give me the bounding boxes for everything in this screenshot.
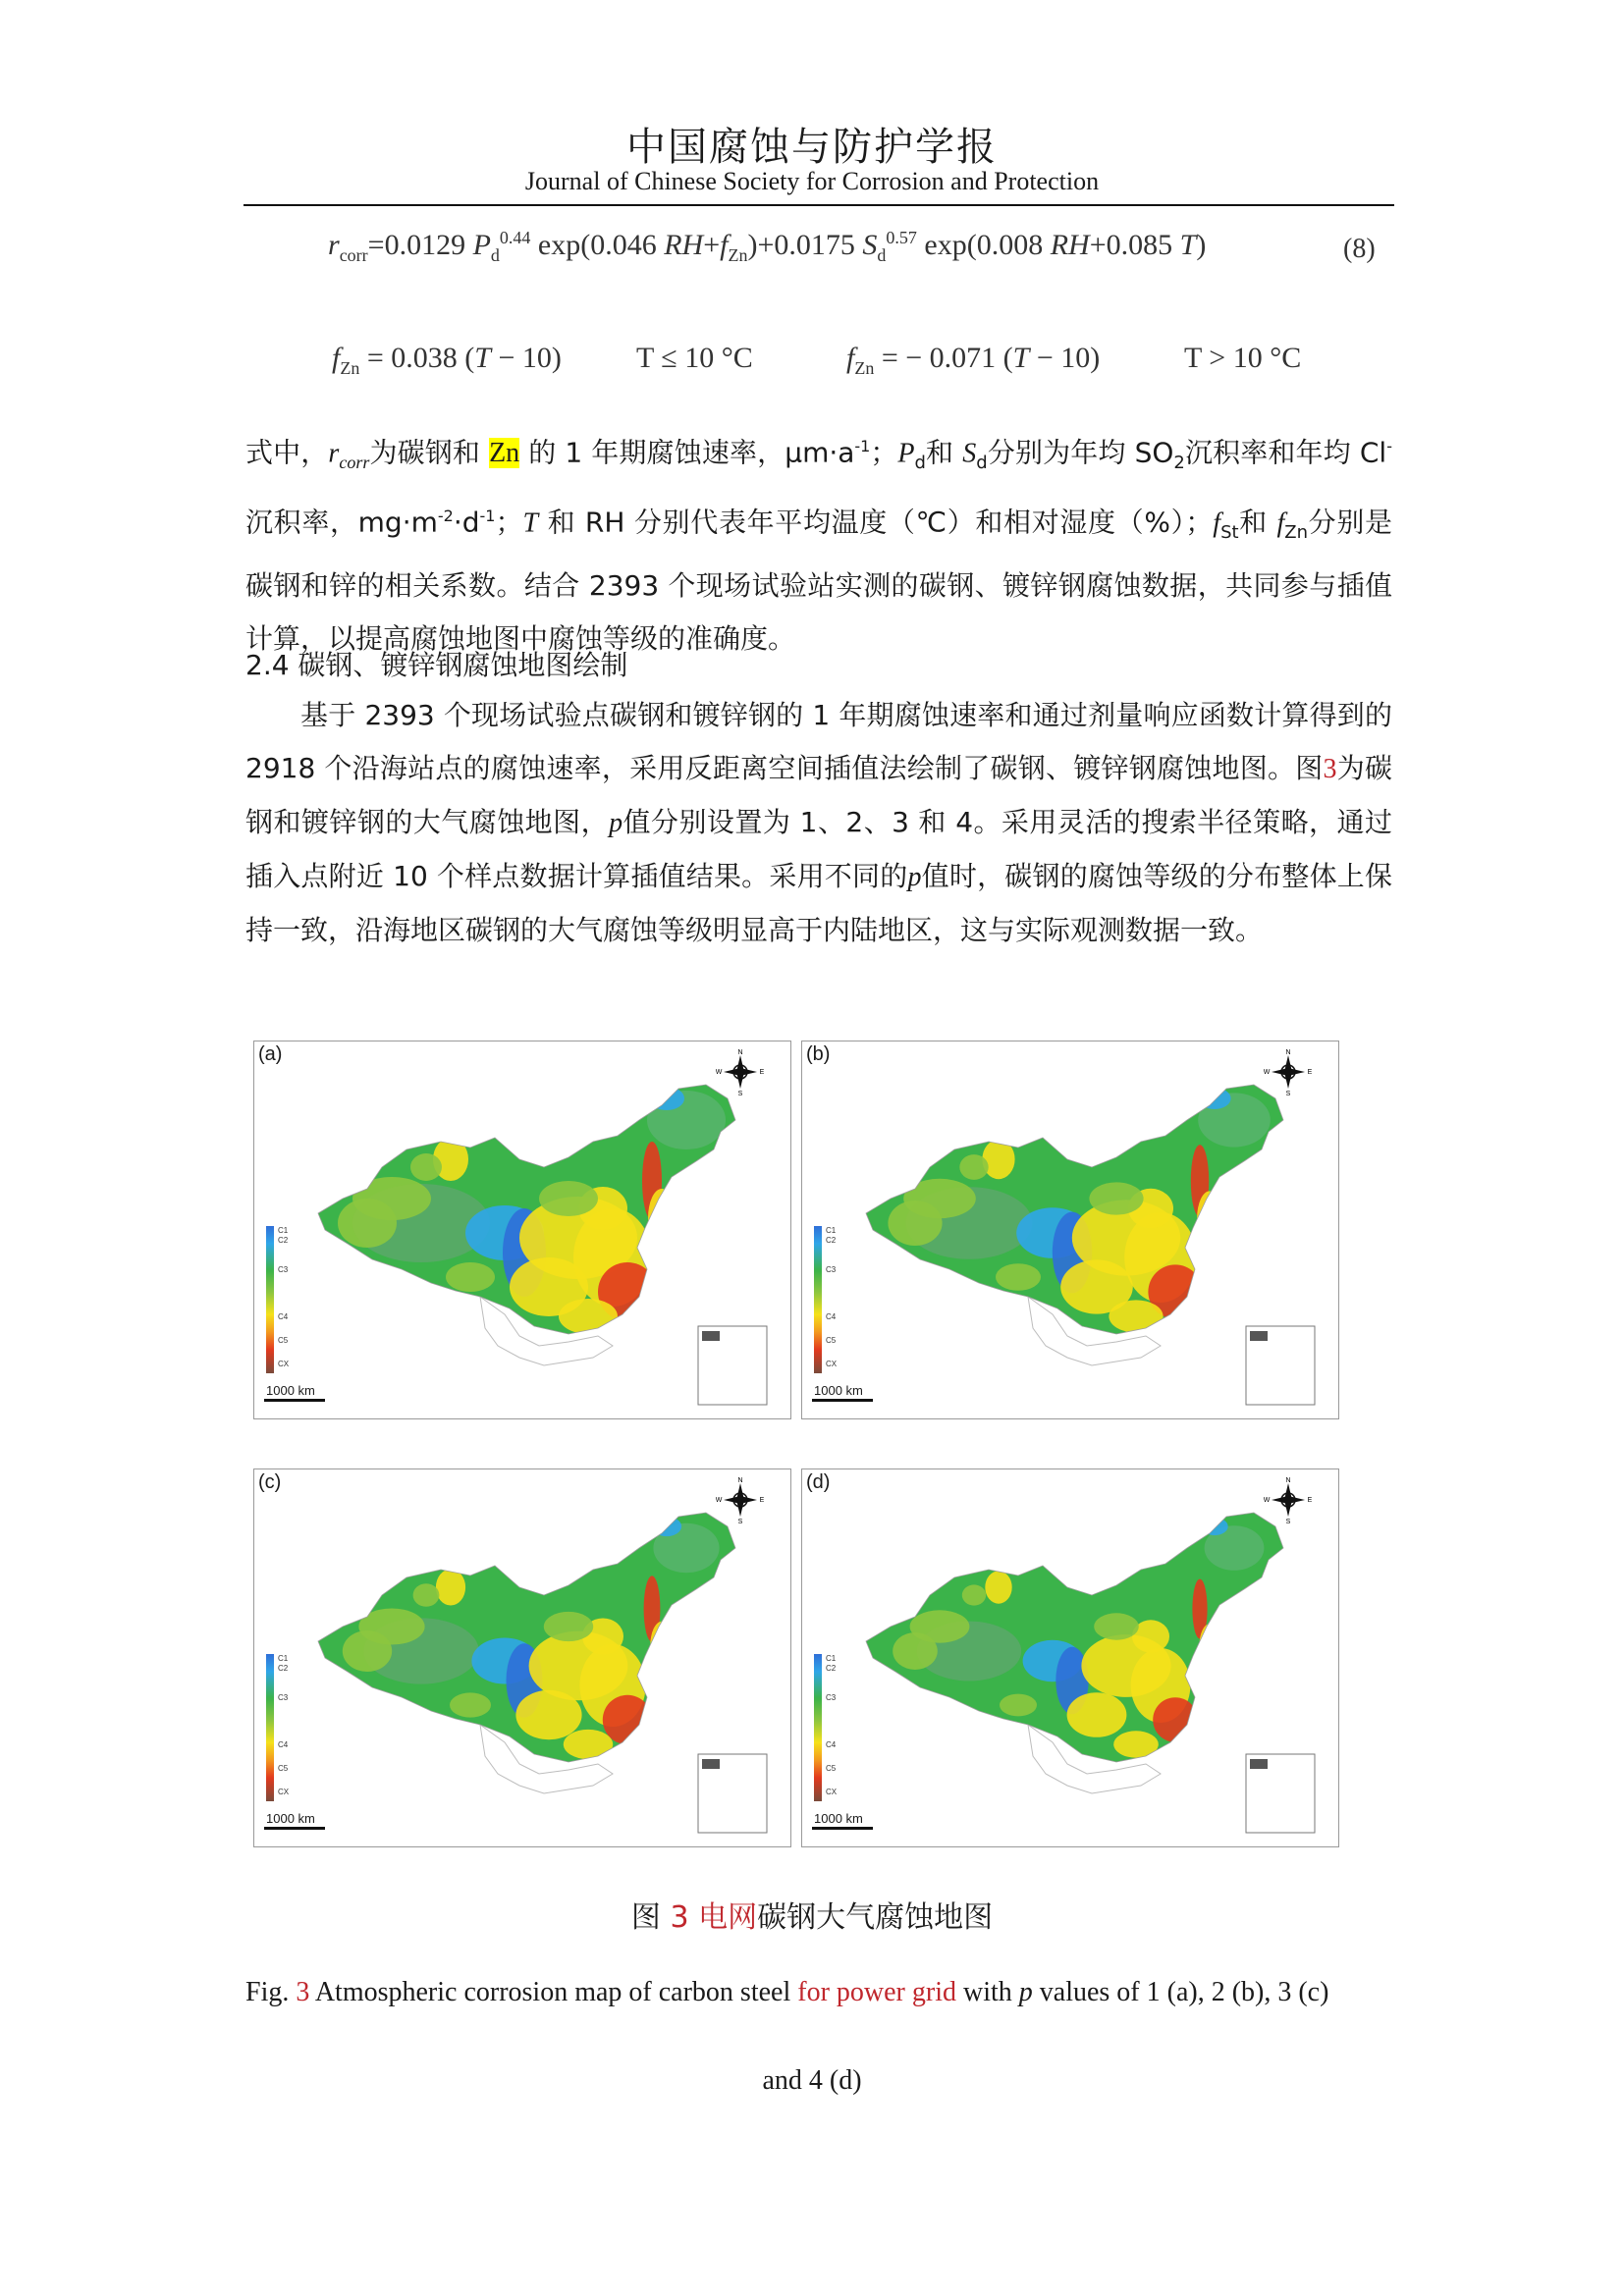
equation-fzn-high-condition: T > 10 °C [1184, 342, 1302, 374]
corrosion-zone-13 [515, 1690, 581, 1739]
map-panel-c [253, 1468, 791, 1847]
panel-label: (d) [806, 1471, 831, 1493]
legend-color-bar [814, 1226, 822, 1373]
corrosion-zone-9 [1198, 1093, 1271, 1147]
compass-icon [1264, 1475, 1313, 1524]
corrosion-zone-14 [1113, 1731, 1159, 1757]
corrosion-zone-11 [982, 1140, 1014, 1179]
corrosion-zone-15 [338, 1199, 397, 1248]
map-panel-b [801, 1041, 1339, 1419]
legend-label: C4 [826, 1740, 837, 1749]
legend-label: C4 [278, 1312, 289, 1321]
paragraph-variable-definitions: 式中，$r_{corr}$为碳钢和 Zn 的 1 年期腐蚀速率，$\mu m\cdot a^{-1}$；$P_d$和 $S_d$分别为年均 $SO_2$沉积率和年均 Cl-沉积率，$mg\cdot m^{-2}\cdot d^{-1}$；T 和 RH 分别代表年平均温度（℃）和相对湿度（%）；$f_{St}$和 $f_{Zn}$分别是碳钢和锌的相关系数。结合 2393 个现场试验站实测的碳钢、镀锌钢腐蚀数据，共同参与插值计算，以提高腐蚀地图中腐蚀等级的准确度。 [245, 436, 1392, 655]
svg-text:E: E [1307, 1069, 1313, 1076]
svg-text:E: E [1307, 1497, 1313, 1504]
corrosion-zone-8 [1094, 1613, 1139, 1639]
journal-title-cn: 中国腐蚀与防护学报 [626, 125, 998, 170]
legend-label: C5 [826, 1764, 837, 1773]
scale-bar [812, 1827, 873, 1830]
svg-text:N: N [1285, 1049, 1291, 1056]
legend-label: CX [826, 1788, 838, 1796]
paragraph-map-method: 基于 2393 个现场试验点碳钢和镀锌钢的 1 年期腐蚀速率和通过剂量响应函数计算得到的 2918 个沿海站点的腐蚀速率，采用反距离空间插值法绘制了碳钢、镀锌钢腐蚀地图。图3为碳钢和镀锌钢的大气腐蚀地图，p值分别设置为 1、2、3 和 4。采用灵活的搜索半径策略，通过插入点附近 10 个样点数据计算插值结果。采用不同的p值时，碳钢的腐蚀等级的分布整体上保持一致，沿海地区碳钢的大气腐蚀等级明显高于内陆地区，这与实际观测数据一致。 [245, 699, 1392, 946]
equation-fzn-low: $f_{Zn} = 0.038$ (T − 10) [332, 342, 562, 378]
corrosion-zone-11 [436, 1570, 465, 1606]
legend-label: C1 [826, 1654, 837, 1663]
corrosion-zone-8 [1089, 1182, 1143, 1214]
corrosion-zone-10 [652, 1517, 681, 1536]
corrosion-zone-17 [962, 1584, 986, 1605]
inset-landmass [702, 1759, 720, 1769]
corrosion-zone-16 [450, 1692, 491, 1717]
legend-label: CX [278, 1360, 290, 1368]
corrosion-zone-16 [1000, 1694, 1037, 1717]
corrosion-zone-14 [564, 1730, 613, 1759]
svg-text:N: N [737, 1049, 743, 1056]
figure-caption-cn: 图 3 电网碳钢大气腐蚀地图 [630, 1900, 994, 1935]
corrosion-zone-18 [650, 1622, 674, 1671]
equation-fzn-high: $f_{Zn}$ = − 0.071 (T − 10) [846, 342, 1101, 378]
legend-color-bar [814, 1654, 822, 1801]
panel-label: (a) [258, 1043, 283, 1065]
corrosion-zone-13 [1067, 1692, 1127, 1737]
inset-landmass [1250, 1331, 1268, 1341]
figure-reference-link[interactable]: 3 [1323, 754, 1337, 784]
corrosion-zone-16 [446, 1262, 495, 1292]
equation-8: $r_{corr}=0.0129$ $P_d^{0.44}$ exp(0.046 $RH+f_{Zn})+0.0175$ $S_d^{0.57}$ exp(0.008 RH+0.085 T) [328, 228, 1207, 265]
legend-label: C1 [826, 1226, 837, 1235]
svg-text:E: E [759, 1497, 765, 1504]
svg-text:W: W [716, 1497, 723, 1504]
legend-label: C3 [826, 1265, 837, 1274]
compass-icon [716, 1047, 765, 1096]
corrosion-zone-17 [410, 1153, 442, 1181]
corrosion-zone-12 [644, 1575, 661, 1641]
map-panel-d [801, 1468, 1339, 1847]
inset-landmass [1250, 1759, 1268, 1769]
corrosion-zone-9 [647, 1091, 726, 1149]
corrosion-map [802, 1041, 1338, 1418]
legend-label: CX [826, 1360, 838, 1368]
corrosion-zone-14 [559, 1299, 618, 1334]
corrosion-zone-18 [1197, 1191, 1222, 1245]
legend-color-bar [266, 1226, 274, 1373]
svg-text:W: W [1264, 1069, 1271, 1076]
corrosion-zone-17 [959, 1154, 988, 1180]
corrosion-zone-18 [648, 1189, 676, 1248]
corrosion-zone-14 [1109, 1300, 1163, 1332]
legend-label: C5 [278, 1336, 289, 1345]
corrosion-zone-18 [1199, 1624, 1219, 1669]
compass-icon [716, 1475, 765, 1524]
figure-caption-en: Fig. 3 Atmospheric corrosion map of carbon steel for power grid with p values of 1 (a), 2 (b), 3 (c) [245, 1977, 1329, 2007]
scale-label: 1000 km [814, 1383, 863, 1398]
svg-text:N: N [1285, 1477, 1291, 1484]
legend-label: C3 [826, 1693, 837, 1702]
legend-label: C1 [278, 1654, 289, 1663]
legend-label: C2 [278, 1236, 289, 1245]
scale-label: 1000 km [266, 1811, 315, 1826]
legend-label: C3 [278, 1693, 289, 1702]
compass-icon [1264, 1047, 1313, 1096]
legend-label: C2 [826, 1664, 837, 1673]
map-panel-a [253, 1041, 791, 1419]
corrosion-zone-11 [985, 1571, 1011, 1603]
svg-text:W: W [716, 1069, 723, 1076]
corrosion-zone-8 [539, 1181, 598, 1216]
figure-caption-en-continued: and 4 (d) [762, 2065, 862, 2096]
legend-label: C4 [278, 1740, 289, 1749]
highlighted-text: Zn [489, 438, 520, 469]
scale-label: 1000 km [266, 1383, 315, 1398]
scale-label: 1000 km [814, 1811, 863, 1826]
legend-label: C2 [278, 1664, 289, 1673]
legend-label: C1 [278, 1226, 289, 1235]
corrosion-zone-15 [888, 1201, 942, 1246]
svg-text:S: S [737, 1091, 743, 1096]
corrosion-zone-8 [544, 1612, 593, 1641]
panel-label: (b) [806, 1043, 831, 1065]
corrosion-zone-15 [343, 1630, 392, 1672]
legend-label: C2 [826, 1236, 837, 1245]
journal-title-en: Journal of Chinese Society for Corrosion and Protection [524, 167, 1100, 195]
equation-number: (8) [1343, 234, 1376, 264]
legend-color-bar [266, 1654, 274, 1801]
svg-text:N: N [737, 1477, 743, 1484]
panel-label: (c) [258, 1471, 282, 1493]
legend-label: CX [278, 1788, 290, 1796]
header-rule [244, 204, 1394, 206]
svg-text:S: S [1285, 1091, 1291, 1096]
corrosion-map [802, 1469, 1338, 1846]
scale-bar [264, 1399, 325, 1402]
svg-text:W: W [1264, 1497, 1271, 1504]
legend-label: C4 [826, 1312, 837, 1321]
svg-text:S: S [737, 1519, 743, 1524]
corrosion-zone-15 [893, 1632, 938, 1670]
corrosion-zone-10 [1201, 1518, 1227, 1535]
section-heading: 2.4 碳钢、镀锌钢腐蚀地图绘制 [245, 649, 628, 681]
svg-text:E: E [759, 1069, 765, 1076]
corrosion-zone-10 [1198, 1088, 1230, 1109]
equation-fzn-low-condition: T ≤ 10 °C [636, 342, 753, 374]
scale-bar [264, 1827, 325, 1830]
inset-landmass [702, 1331, 720, 1341]
legend-label: C3 [278, 1265, 289, 1274]
corrosion-map [254, 1041, 790, 1418]
corrosion-zone-17 [413, 1583, 440, 1607]
svg-text:S: S [1285, 1519, 1291, 1524]
scale-bar [812, 1399, 873, 1402]
corrosion-zone-6 [1153, 1697, 1198, 1742]
corrosion-map [254, 1469, 790, 1846]
corrosion-zone-16 [996, 1263, 1041, 1291]
legend-label: C5 [278, 1764, 289, 1773]
corrosion-zone-9 [653, 1523, 719, 1573]
legend-label: C5 [826, 1336, 837, 1345]
corrosion-zone-10 [649, 1087, 684, 1110]
